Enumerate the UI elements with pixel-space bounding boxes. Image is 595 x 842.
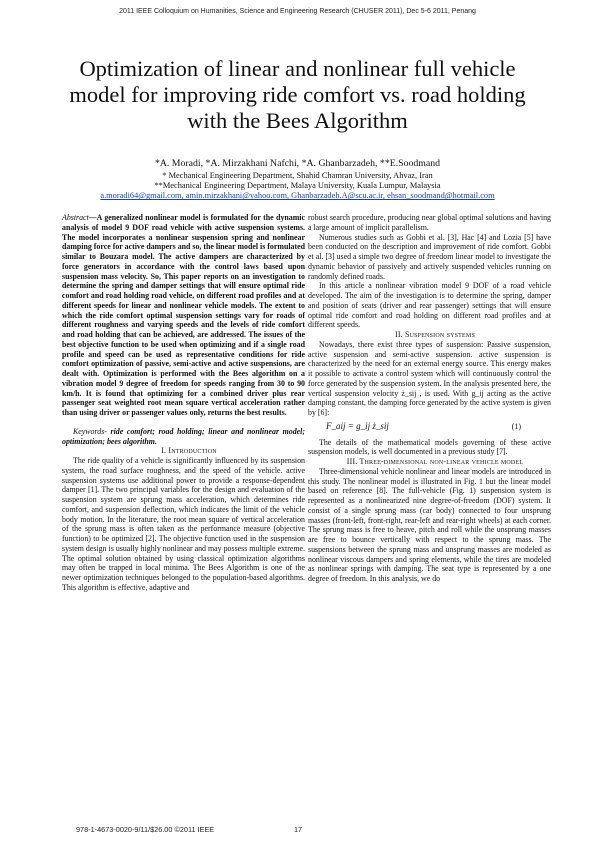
title-line-1: Optimization of linear and nonlinear full vehicle — [79, 56, 516, 81]
title-line-2: model for improving ride comfort vs. road holding — [69, 82, 526, 107]
page-number: 17 — [294, 825, 303, 834]
suspension-paragraph-2: The details of the mathematical models governing of these active suspension models, is well documented in a previous study [7]. — [308, 437, 551, 457]
aim-paragraph: In this article a nonlinear vibration model 9 DOF of a road vehicle developed. The aim of the investigation is to determine the spring, damper and position of seats (driver and rear passenger) settings that will ensure optimal ride comfort and road holding on different road profiles and at different speeds. — [308, 281, 551, 330]
abstract — [62, 213, 305, 418]
keywords-text: ride comfort; road holding; linear and nonlinear model; optimization; bees algorithm. — [62, 426, 305, 446]
section-heading-vehicle-model: III. Three-dimensional non-linear vehicle model — [346, 457, 524, 466]
keywords — [62, 427, 305, 447]
section-heading-introduction: I. Introduction — [161, 446, 217, 456]
suspension-paragraph: Nowadays, there exist three types of suspension: Passive suspension, active suspension and semi-active suspension. active suspension is characterized by the need for an external energy source. This energy makes it possible to activate a control system which will continuously control the force generated by the suspension system. In the analysis presented here, the vertical suspension velocity ż_sij , is used. With g_ij acting as the active damping constant, the damping force generated by the active system is given by [6]: — [308, 339, 551, 417]
left-column — [62, 213, 305, 593]
section-heading-suspension: II. Suspension systems — [395, 330, 475, 339]
conference-header: 2011 IEEE Colloquium on Humanities, Science and Engineering Research (CHUSER 2011), Dec 5-6 2011, Penang — [119, 8, 476, 15]
related-work-paragraph: Numerous studies such as Gobbi et al. [3], Hac [4] and Lozia [5] have been conducted on the description and improvement of ride comfort. Gobbi et al. [3] used a simple two degree of freedom linear model to investigate the dynamic behavior of passively and actively suspended vehicles running on randomly defined roads. — [308, 232, 551, 281]
author-emails[interactable]: a.moradi64@gmail.com, amin.mirzakhani@yahoo.com, Ghanbarzadeh.A@scu.ac.ir, ehsan_soodmand@hotmail.com — [100, 191, 495, 201]
affiliations — [0, 171, 595, 202]
equation-1 — [308, 422, 551, 432]
footer-isbn: 978-1-4673-0020-9/11/$26.00 ©2011 IEEE — [76, 825, 215, 834]
intro-paragraph: The ride quality of a vehicle is significantly influenced by its suspension system, the road surface roughness, and the speed of the vehicle. active suspension systems use additional power to provide a response-dependent damper [1]. The two principal variables for the design and evaluation of the suspension system are sprung mass acceleration, which determines ride comfort, and suspension deflection, which indicates the limit of the vehicle body motion. In the literature, the root mean square of vertical acceleration of the sprung mass is often taken as the performance measure (objective function) to be optimized [2]. The objective function used in the suspension system design is usually highly nonlinear and may possess multiple extreme. The optimal solution obtained by using classical optimization algorithms may often be trapped in local minima. The Bees Algorithm is one of the newer optimization techniques belonged to the population-based algorithms. This algorithm is effective, adaptive and — [62, 456, 305, 592]
equation-body: F_aij = g_ij ż_sij — [326, 420, 389, 431]
paper-title — [40, 56, 555, 134]
abstract-text: —A generalized nonlinear model is formulated for the dynamic analysis of model 9 DOF road vehicle with active suspension systems. The model incorporates a nonlinear suspension spring and nonlinear damping force for active dampers and so, the linear model is formulated similar to Bouzara model. The active dampers are characterized by force generators in accordance with the control laws based upon suspension mass velocity. So, This paper reports on an investigation to determine the spring and damper settings that will ensure optimal ride comfort and road holding road vehicle, on different road profiles and at different speeds for linear and nonlinear vehicle models. The extent to which the ride comfort optimal suspension settings vary for roads of different roughness and varying speeds and the levels of ride comfort and road holding that can be achieved, are addressed. The issues of the best objective function to be used when optimizing and if a single road profile and speed can be used as representative conditions for ride comfort optimization of passive, semi-active and active suspensions, are dealt with. Optimization is performed with the Bees algorithm on a vibration model 9 degree of freedom for speeds ranging from 30 to 90 km/h. It is found that optimizing for a combined driver plus rear passenger seat weighted root mean square vertical acceleration rather than using driver or passenger values only, returns the best results. — [62, 213, 305, 417]
author-list: *A. Moradi, *A. Mirzakhani Nafchi, *A. Ghanbarzadeh, **E.Soodmand — [154, 158, 441, 169]
abstract-label: Abstract — [62, 213, 89, 222]
right-column — [308, 213, 551, 584]
keywords-label: Keywords- — [73, 426, 107, 436]
affiliation-2: **Mechanical Engineering Department, Malaya University, Kuala Lumpur, Malaysia — [154, 181, 441, 191]
paragraph-continued: robust search procedure, producing near global optimal solutions and having a large amount of implicit parallelism. — [308, 213, 551, 232]
equation-number: (1) — [511, 421, 521, 431]
affiliation-1: * Mechanical Engineering Department, Shahid Chamran University, Ahvaz, Iran — [162, 171, 433, 180]
vehicle-model-paragraph: Three-dimensional vehicle nonlinear and linear models are introduced in this study. The nonlinear model is illustrated in Fig. 1 but the linear model based on reference [8]. The full-vehicle (Fig. 1) suspension system is represented as a nonlinearized nine degree-of-freedom (DOF) system. It consist of a single sprung mass (car body) connected to four unsprung masses (front-left, front-right, rear-left and rear-right wheels) at each corner. The sprung mass is free to heave, pitch and roll while the unsprung masses are free to bounce vertically with respect to the sprung mass. The suspensions between the sprung mass and unsprung masses are modeled as nonlinear viscous dampers and spring elements, while the tires are modeled as nonlinear springs with damping. The seat type is represented by a one degree of freedom. In this analysis, we do — [308, 466, 551, 583]
title-line-3: with the Bees Algorithm — [187, 108, 408, 133]
